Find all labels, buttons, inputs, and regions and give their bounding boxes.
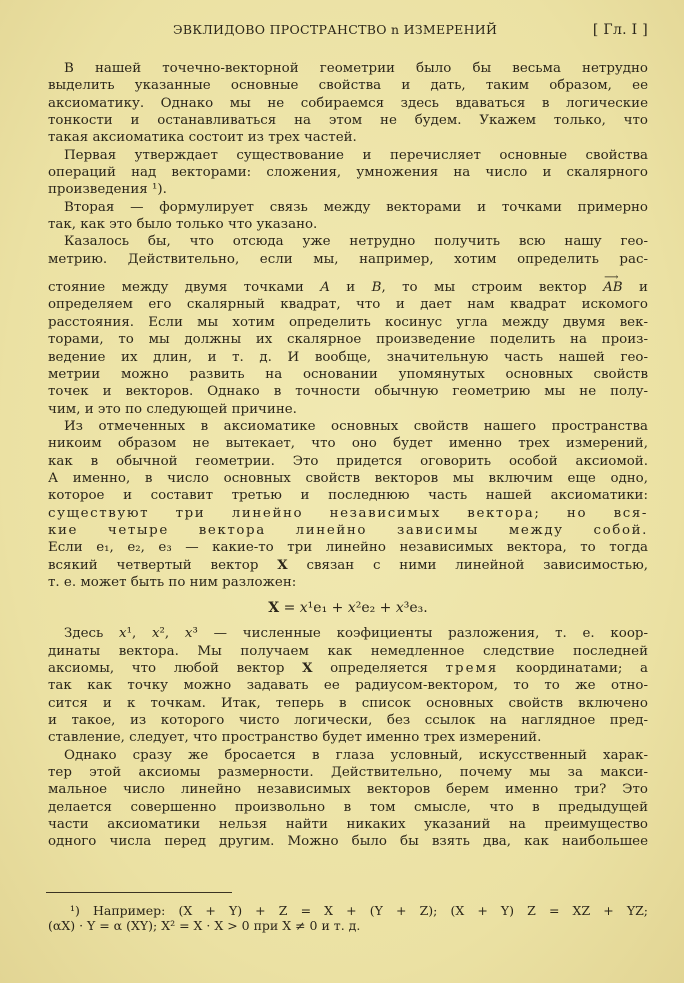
text-line: тер этой аксиомы размерности. Действительно, почему мы за макси- [48, 765, 648, 781]
text-run: ¹, [126, 626, 152, 642]
text-run: определяется [312, 661, 446, 676]
text-line: метрию. Действительно, если мы, например, хотим определить рас- [48, 251, 648, 267]
text-line: существуют три линейно независимых вектора; но вся- [48, 505, 648, 521]
text-line: Однако сразу же бросается в глаза условный, искусственный харак- [64, 747, 648, 763]
text-run: ³e₃. [403, 600, 428, 617]
text-line: одного числа перед другим. Можно было бы взять два, как наибольшее [48, 834, 648, 850]
math-symbol: x [184, 626, 193, 642]
text-line: Казалось бы, что отсюда уже нетрудно получить всю нашу гео- [64, 234, 648, 250]
text-line: торами, то мы должны их скалярное произведение поделить на произ- [48, 332, 648, 348]
text-line: кие четыре вектора линейно зависимы между собой. [48, 522, 648, 538]
text-run: связан с ними линейной зависимостью, [287, 557, 648, 573]
text-line: сится и к точкам. Итак, теперь в список основных свойств включено [48, 695, 648, 711]
text-run: и [329, 280, 372, 296]
chapter-label: [ Гл. I ] [592, 22, 648, 38]
text-line: части аксиоматики нельзя найти никаких указаний на преимущество [48, 817, 648, 833]
text-line: операций над векторами: сложения, умножения на число и скалярного [48, 165, 648, 181]
text-run: координатами; а [498, 661, 649, 676]
body-text [48, 60, 648, 851]
running-header [48, 22, 648, 42]
text-line: делается совершенно произвольно в том смысле, что в предыдущей [48, 799, 648, 815]
text-run: ²e₂ + [355, 600, 396, 617]
text-line: мальное число линейно независимых векторов берем именно три? Это [48, 782, 648, 798]
text-line: тонкости и останавливаться на этом не будем. Укажем только, что [48, 113, 648, 129]
text-run: ², [159, 626, 185, 642]
text-line: никоим образом не вытекает, что оно будет именно трех измерений, [48, 436, 648, 452]
math-symbol: x [299, 600, 308, 617]
running-title: ЭВКЛИДОВО ПРОСТРАНСТВО n ИЗМЕРЕНИЙ [173, 22, 498, 37]
text-line: расстояния. Если мы хотим определить косинус угла между двумя век- [48, 314, 648, 330]
text-line: аксиоматику. Однако мы не собираемся здесь вдаваться в логические [48, 95, 648, 111]
spaced-emphasis: тремя [445, 661, 499, 676]
math-symbol: x [347, 600, 356, 617]
text-line: произведения ¹). [48, 182, 167, 198]
text-line: ставление, следует, что пространство будет именно трех измерений. [48, 730, 542, 746]
text-line: ведение их длин, и т. д. И вообще, значительную часть нашей гео- [48, 349, 648, 365]
text-line: такая аксиоматика состоит из трех частей. [48, 130, 357, 146]
footnote-rule [46, 892, 232, 893]
text-line: выделить указанные основные свойства и дать, таким образом, ее [48, 78, 648, 94]
text-line: метрии можно развить на основании упомянутых основных свойств [48, 366, 648, 382]
math-symbol: B [371, 280, 382, 296]
text-line: как в обычной геометрии. Это придется оговорить особой аксиомой. [48, 453, 648, 469]
text-run: всякий четвертый вектор [48, 557, 278, 573]
vector-ab: ⟶ AB [603, 280, 623, 295]
footnote [48, 903, 648, 933]
text-line: А именно, в число основных свойств векторов мы включим еще одно, [48, 470, 648, 486]
footnote-line: ¹) Например: (X + Y) + Z = X + (Y + Z); (X + Y) Z = XZ + YZ; [70, 903, 648, 918]
vector-symbol: X [302, 660, 313, 676]
text-line: динаты вектора. Мы получаем как немедленное следствие последней [48, 643, 648, 659]
formula [48, 594, 648, 623]
text-line: Из отмеченных в аксиоматике основных свойств нашего пространства [64, 418, 648, 434]
vector-symbol: X [277, 556, 288, 573]
text-run: ³ — численные коэфициенты разложения, т. е. коор- [192, 626, 649, 642]
text-run: Здесь [64, 626, 120, 642]
text-line: так как точку можно задавать ее радиусом-вектором, то то же отно- [48, 678, 648, 694]
text-run: = [279, 600, 300, 617]
text-run: и [622, 280, 648, 296]
text-line: Если e₁, e₂, e₃ — какие-то три линейно независимых вектора, то тогда [48, 540, 648, 556]
text-line: т. е. может быть по ним разложен: [48, 574, 297, 590]
text-run: ¹e₁ + [307, 600, 348, 617]
footnote-line: (αX) · Y = α (XY); X² = X · X > 0 при X ≠ 0 и т. д. [48, 918, 361, 933]
text-run: стояние между двумя точками [48, 280, 321, 296]
text-line [48, 557, 648, 574]
text-line: чим, и это по следующей причине. [48, 401, 297, 417]
text-line: Первая утверждает существование и перечисляет основные свойства [64, 147, 648, 163]
text-line: В нашей точечно-векторной геометрии было бы весьма нетрудно [64, 61, 648, 76]
text-line: и такое, из которого чисто логически, без ссылок на наглядное пред- [48, 713, 648, 729]
text-line [48, 625, 648, 642]
text-line: которое и составит третью и последнюю часть нашей аксиоматики: [48, 488, 648, 504]
text-line [48, 279, 648, 296]
math-symbol: x [395, 600, 404, 617]
text-run: аксиомы, что любой вектор [48, 661, 303, 676]
math-symbol: x [151, 626, 160, 642]
math-symbol: x [119, 626, 127, 642]
text-line: так, как это было только что указано. [48, 217, 318, 233]
text-line: определяем его скалярный квадрат, что и дает нам квадрат искомого [48, 297, 648, 313]
text-line [48, 660, 648, 677]
text-line: точек и векторов. Однако в точности обычную геометрию мы не полу- [48, 384, 648, 400]
text-line: Вторая — формулирует связь между векторами и точками примерно [64, 199, 648, 215]
vector-symbol: X [268, 600, 280, 617]
text-run: , то мы строим вектор [381, 280, 604, 296]
math-symbol: A [320, 280, 330, 296]
